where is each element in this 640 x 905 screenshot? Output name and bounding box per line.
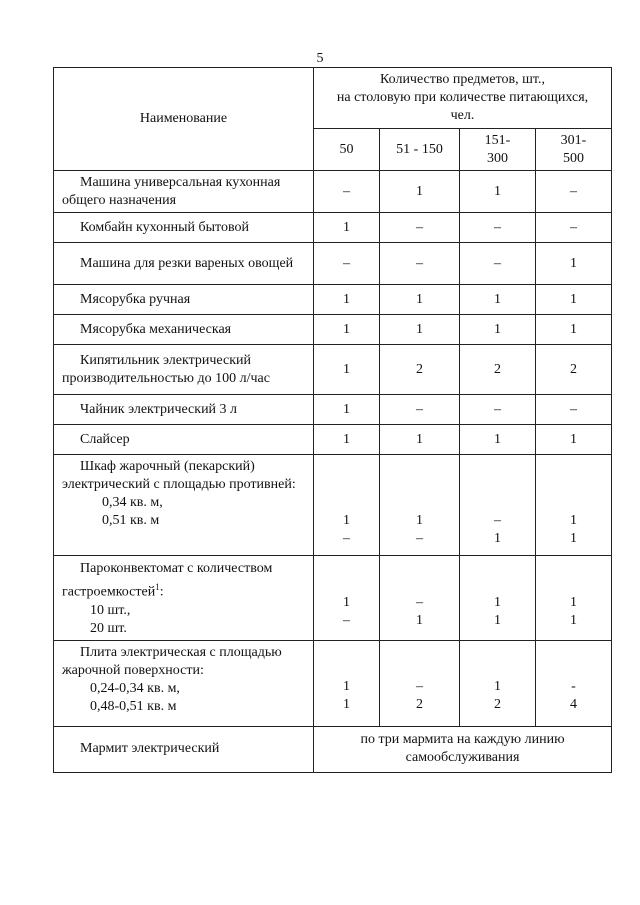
header-name: Наименование <box>54 68 314 171</box>
cell: 2 <box>536 345 612 395</box>
cell: 1 <box>314 345 380 395</box>
header-col-51-150: 51 - 150 <box>380 129 460 171</box>
table-row <box>54 243 612 285</box>
cell: – <box>416 678 423 694</box>
table-row <box>54 395 612 425</box>
cell: 1 <box>536 243 612 285</box>
cell: 1 <box>460 315 536 345</box>
cell: – <box>416 531 423 546</box>
cell: – <box>536 171 612 213</box>
page-number: 5 <box>316 51 324 66</box>
cell: 1 <box>570 513 577 528</box>
header-col-50: 50 <box>314 129 380 171</box>
cell: 2 <box>416 696 423 712</box>
cell: – <box>460 243 536 285</box>
cell: 1 <box>494 678 501 694</box>
cell: 1 <box>416 513 423 528</box>
oven-sub-1: 0,34 кв. м, <box>102 495 163 510</box>
steamer-sub-2: 20 шт. <box>90 620 127 636</box>
oven-title: Шкаф жарочный (пекарский) электрический с площадью противней: <box>62 459 296 492</box>
table-row <box>54 345 612 395</box>
cell-pair <box>460 556 536 641</box>
cell: – <box>536 213 612 243</box>
table-row <box>54 315 612 345</box>
cell: 1 <box>494 613 501 628</box>
row-name: Мясорубка механическая <box>54 315 314 345</box>
cell: 1 <box>343 595 350 610</box>
row-name-oven <box>54 455 314 556</box>
cell-pair <box>314 455 380 556</box>
header-col-151-300: 151- 300 <box>460 129 536 171</box>
row-name: Комбайн кухонный бытовой <box>54 213 314 243</box>
cell: – <box>343 613 350 628</box>
cell: 1 <box>314 213 380 243</box>
cell: – <box>343 531 350 546</box>
cell-pair <box>314 556 380 641</box>
cell: – <box>314 171 380 213</box>
table-row <box>54 171 612 213</box>
steamer-sub-1: 10 шт., <box>90 602 131 618</box>
cell-pair <box>536 455 612 556</box>
row-name: Мясорубка ручная <box>54 285 314 315</box>
header-col-301-500: 301- 500 <box>536 129 612 171</box>
steamer-title <box>62 560 309 602</box>
cell: 1 <box>460 171 536 213</box>
header-quantity-line3: чел. <box>450 108 475 123</box>
steamer-title-colon: : <box>159 584 164 600</box>
cell-pair <box>380 556 460 641</box>
cell: 1 <box>380 425 460 455</box>
header-row <box>54 68 612 129</box>
cell: 1 <box>314 425 380 455</box>
footnote-mark: 1 <box>155 582 160 592</box>
cell: 1 <box>343 678 350 694</box>
table-row-oven <box>54 455 612 556</box>
cell: 1 <box>494 595 501 610</box>
table-row <box>54 425 612 455</box>
cell: – <box>460 395 536 425</box>
cell: 2 <box>380 345 460 395</box>
row-name: Кипятильник электрический производительностью до 100 л/час <box>54 345 314 395</box>
cell: 1 <box>380 171 460 213</box>
cell: 1 <box>380 285 460 315</box>
cell: 1 <box>536 315 612 345</box>
row-name: Чайник электрический 3 л <box>54 395 314 425</box>
row-name: Машина для резки вареных овощей <box>54 243 314 285</box>
cell-pair <box>536 556 612 641</box>
cell: – <box>314 243 380 285</box>
cell: 4 <box>570 696 577 712</box>
cell: – <box>380 213 460 243</box>
cell: 1 <box>314 285 380 315</box>
cell: 1 <box>570 531 577 546</box>
cell: – <box>380 395 460 425</box>
equipment-table <box>53 67 612 773</box>
cell: 1 <box>570 595 577 610</box>
stove-title: Плита электрическая с площадью жарочной поверхности: <box>62 644 282 678</box>
row-name: Слайсер <box>54 425 314 455</box>
oven-sub-2: 0,51 кв. м <box>102 513 160 528</box>
cell: 1 <box>460 425 536 455</box>
row-name: Машина универсальная кухонная общего назначения <box>54 171 314 213</box>
cell: – <box>416 595 423 610</box>
cell: 1 <box>460 285 536 315</box>
header-quantity <box>314 68 612 129</box>
cell: 1 <box>536 425 612 455</box>
table-row-marmit <box>54 726 612 772</box>
cell-pair <box>380 455 460 556</box>
cell-pair <box>536 640 612 726</box>
table-row-steamer <box>54 556 612 641</box>
steamer-title-text: Пароконвектомат с количеством гастроемкостей <box>62 561 273 600</box>
cell: – <box>460 213 536 243</box>
cell-pair <box>380 640 460 726</box>
cell: – <box>536 395 612 425</box>
cell: 1 <box>380 315 460 345</box>
row-name-steamer <box>54 556 314 641</box>
cell: – <box>380 243 460 285</box>
cell: 1 <box>494 531 501 546</box>
cell: 1 <box>314 315 380 345</box>
cell: 2 <box>494 696 501 712</box>
cell: 1 <box>416 613 423 628</box>
cell: 1 <box>570 613 577 628</box>
cell-pair <box>314 640 380 726</box>
cell-pair <box>460 455 536 556</box>
stove-sub-2: 0,48-0,51 кв. м <box>90 698 177 714</box>
table-row <box>54 213 612 243</box>
cell: 1 <box>536 285 612 315</box>
cell: – <box>494 513 501 528</box>
cell: - <box>571 678 576 694</box>
stove-sub-1: 0,24-0,34 кв. м, <box>90 680 180 696</box>
cell: 1 <box>343 696 350 712</box>
cell-pair <box>460 640 536 726</box>
table-row-stove <box>54 640 612 726</box>
row-name: Мармит электрический <box>54 726 314 772</box>
row-name-stove <box>54 640 314 726</box>
cell: 1 <box>343 513 350 528</box>
cell: 2 <box>460 345 536 395</box>
header-quantity-line1: Количество предметов, шт., <box>380 72 545 87</box>
table-row <box>54 285 612 315</box>
header-quantity-line2: на столовую при количестве питающихся, <box>336 90 589 105</box>
marmit-note: по три мармита на каждую линию самообслуживания <box>314 726 612 772</box>
cell: 1 <box>314 395 380 425</box>
